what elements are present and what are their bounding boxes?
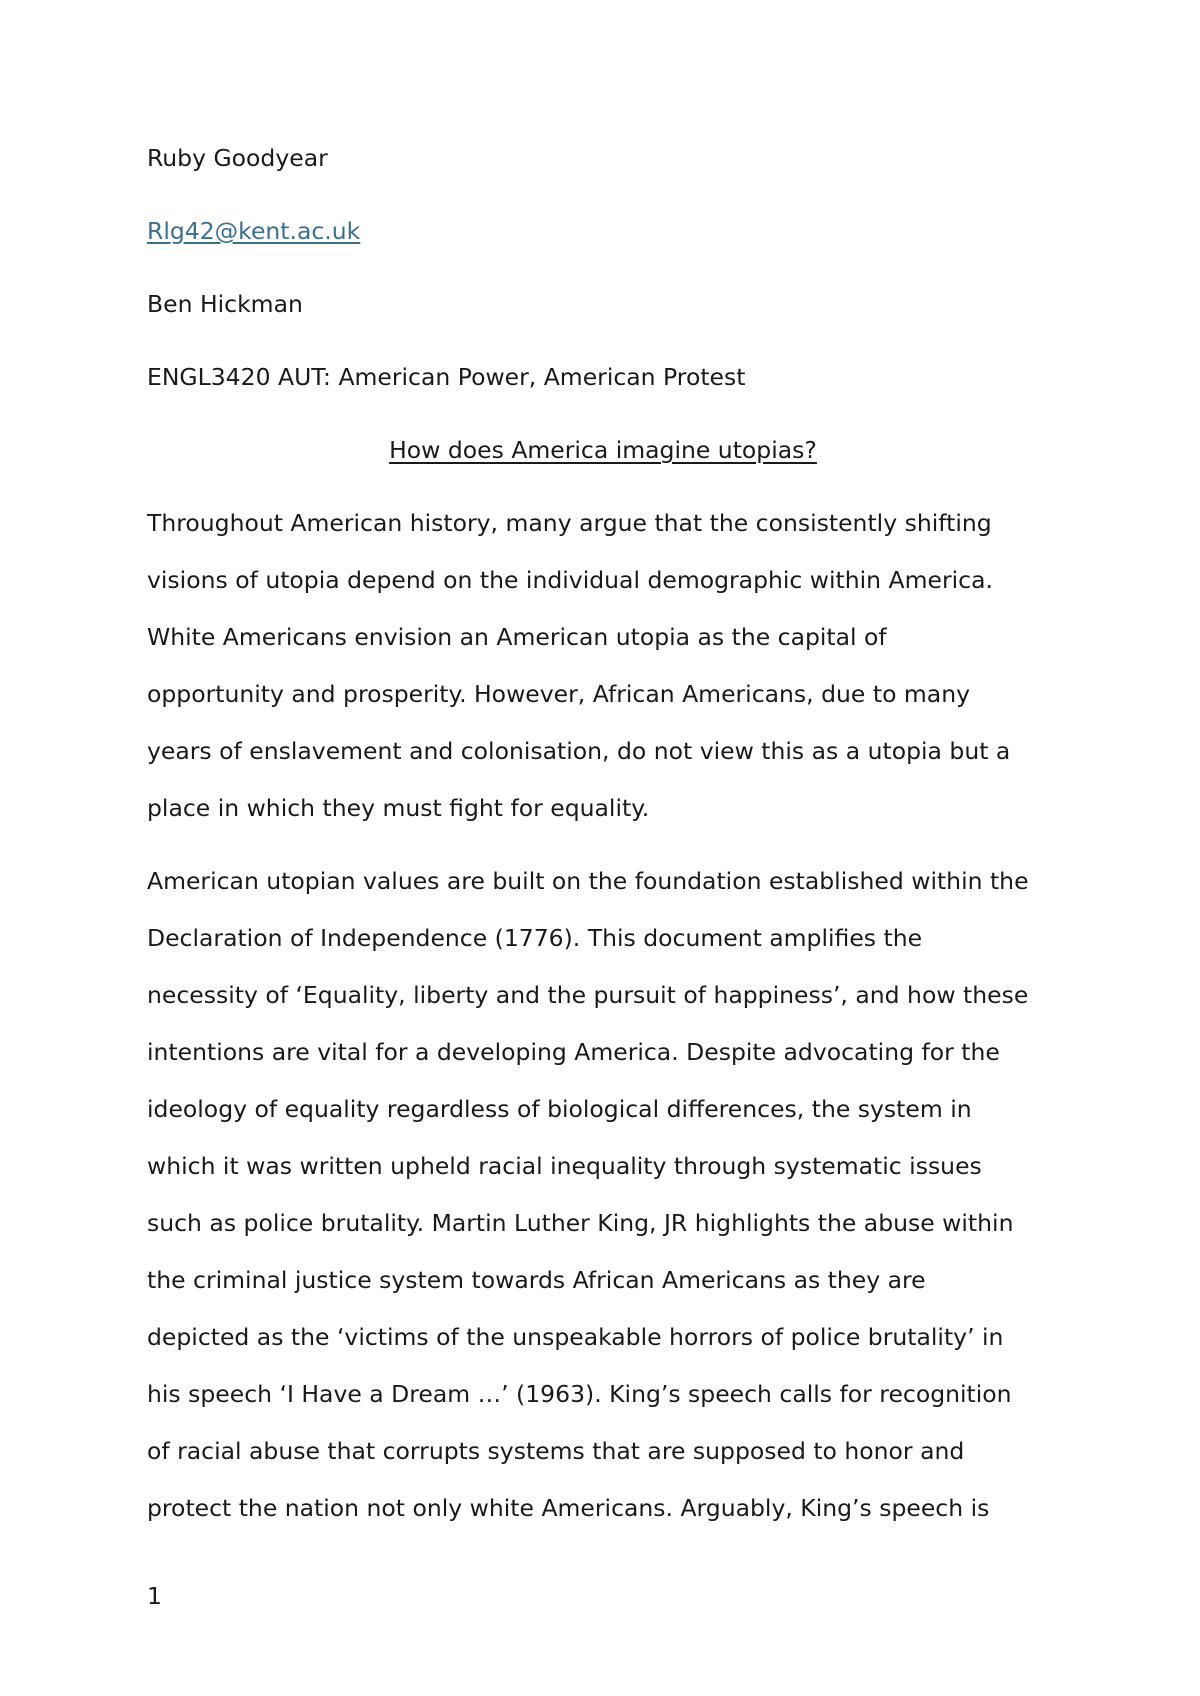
paragraph-line: the criminal justice system towards African Americans as they are	[147, 1266, 926, 1294]
paragraph-line: years of enslavement and colonisation, do not view this as a utopia but a	[147, 737, 1011, 765]
paragraph-line: protect the nation not only white Americans. Arguably, King’s speech is	[147, 1494, 990, 1522]
email-link[interactable]: Rlg42@kent.ac.uk	[147, 217, 361, 245]
paragraph-line: of racial abuse that corrupts systems that are supposed to honor and	[147, 1437, 965, 1465]
tutor-name: Ben Hickman	[147, 290, 303, 318]
paragraph-line: depicted as the ‘victims of the unspeakable horrors of police brutality’ in	[147, 1323, 1004, 1351]
paragraph-line: Throughout American history, many argue that the consistently shifting	[147, 509, 992, 537]
paragraph-line: visions of utopia depend on the individual demographic within America.	[147, 566, 993, 594]
page-number: 1	[147, 1582, 162, 1610]
paragraph-line: opportunity and prosperity. However, African Americans, due to many	[147, 680, 971, 708]
paragraph-line: which it was written upheld racial inequality through systematic issues	[147, 1152, 982, 1180]
paragraph-line: White Americans envision an American utopia as the capital of	[147, 623, 887, 651]
paragraph-1	[147, 495, 1067, 837]
email-line	[147, 216, 360, 246]
module-title: ENGL3420 AUT: American Power, American Protest	[147, 363, 746, 391]
paragraph-line: necessity of ‘Equality, liberty and the pursuit of happiness’, and how these	[147, 981, 1029, 1009]
essay-title: How does America imagine utopias?	[389, 436, 817, 464]
paragraph-line: place in which they must fight for equality.	[147, 794, 650, 822]
paragraph-line: American utopian values are built on the foundation established within the	[147, 867, 1029, 895]
student-name: Ruby Goodyear	[147, 144, 328, 172]
paragraph-2	[147, 853, 1067, 1537]
paragraph-line: ideology of equality regardless of biological differences, the system in	[147, 1095, 972, 1123]
paragraph-line: intentions are vital for a developing America. Despite advocating for the	[147, 1038, 1000, 1066]
paragraph-line: such as police brutality. Martin Luther King, JR highlights the abuse within	[147, 1209, 1014, 1237]
paragraph-line: Declaration of Independence (1776). This document amplifies the	[147, 924, 923, 952]
paragraph-line: his speech ‘I Have a Dream …’ (1963). King’s speech calls for recognition	[147, 1380, 1012, 1408]
